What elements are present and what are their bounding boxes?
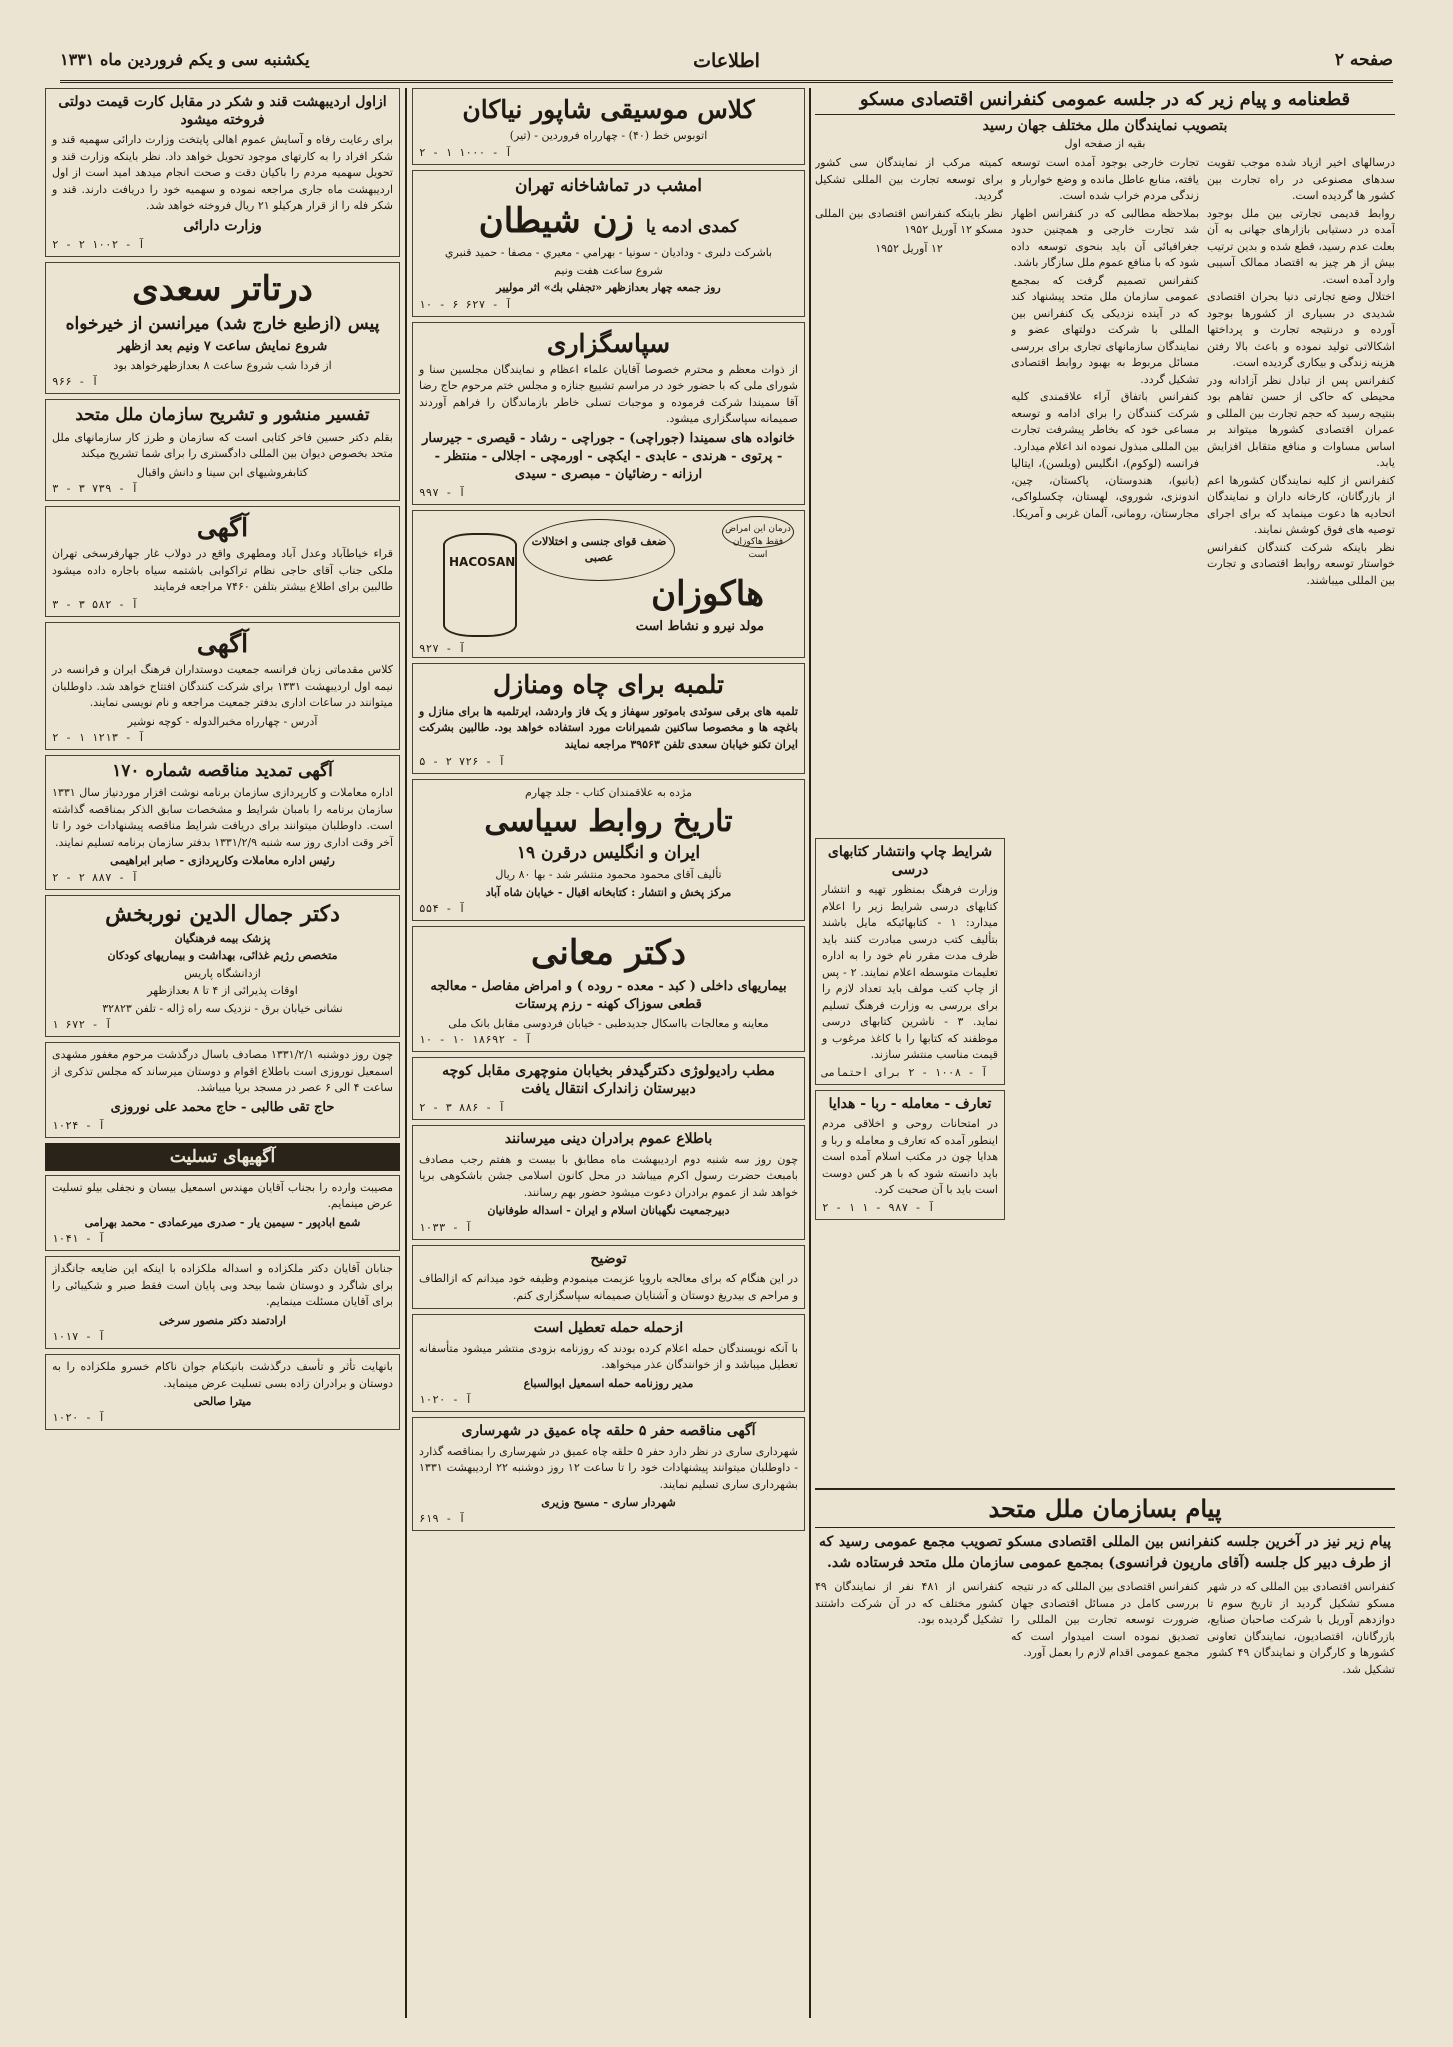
ad-title: کلاس موسیقی شاپور نیاکان bbox=[462, 95, 755, 124]
ad-text: چون روز سه شنبه دوم اردیبهشت ماه مطابق با بیست و هفتم رجب مصادف بامبعث حضرت رسول اکرم میباشد در محل کانون اسلامی جشن باشکوهی برپا خواهد شد از عموم برادران دعوت میشود حضور بهم رسانند. bbox=[419, 1152, 798, 1199]
saadi-theatre-ad bbox=[45, 262, 400, 394]
ad-text: اداره معاملات و کارپردازی سازمان برنامه نوشت افزار موردنیاز سال ۱۳۳۱ سازمان برنامه را بامبان شرایط و مشخصات سابق الذکر بمناقصه گذاشته است. داوطلبان میتوانند برای دریافت شرایط مناقصه پیشنهادات خود را تا آخر وقت اداری روز سه شنبه ۱۳۳۱/۲/۹ بدفتر سازمان برنامه تسلیم نمایند. bbox=[52, 786, 393, 849]
left-column bbox=[45, 88, 400, 2018]
print-conditions bbox=[815, 838, 1005, 1085]
ad-title: مطب رادیولوژی دکترگیدفر بخیابان منوچهری مقابل کوچه دبیرستان زاندارک انتقال یافت bbox=[442, 1063, 775, 1097]
ad-title: درتاتر سعدی bbox=[132, 269, 313, 310]
lead-paragraph: فرانسه (لوکوم)، انگلیس (ویلسن)، ایتالیا (بانیو)، هندوستان، پاکستان، چین، اندونزی، شوروی، لهستان، چکسلواکی، مجارستان، رومانی، آلمان غربی و آمریکا. bbox=[1011, 457, 1199, 520]
ad-addr: معاینه و معالجات بااسکال جدیدطبی - خیابان فردوسی مقابل بانک ملی bbox=[448, 1016, 769, 1030]
ad-title: آگهی bbox=[196, 628, 249, 658]
ad-text: کلاس مقدماتی زبان فرانسه جمعیت دوستداران فرهنگ ایران و فرانسه در نیمه اول اردیبهشت ۱۳۳۱ برای شرکت کنندگان افتتاح خواهد شد. داوطلبان میتوانند در ساعات اداری بدفتر جمعیت مراجعه و نام نویسی نمایند. bbox=[52, 663, 393, 710]
notice-ad bbox=[45, 622, 400, 750]
ad-line: اتوبوس خط (۴۰) - چهارراه فروردین - (تیر) bbox=[509, 129, 708, 143]
ad-cast: باشرکت دلبری - وداديان - سونيا - بهرامي - معيري - مصفا - حميد قنبري bbox=[444, 246, 773, 260]
tin-label: HACOSAN bbox=[449, 555, 516, 570]
ad-code: آ - ۱۰۰۲ ۲ - ۲ bbox=[52, 238, 145, 252]
ad-code: آ - ۱۲۱۳ ۱ - ۲ bbox=[52, 730, 145, 744]
ad-code: آ - ۹۶۶ bbox=[52, 375, 99, 389]
lead-paragraph: کنفرانس باتفاق آراء علاقمندی کلیه شرکت کنندگان را برای ادامه و توسعه مساعی خود که بخاطر پیشرفت تجارت بین المللی مبذول نموده اند اعلام میدارد. bbox=[1011, 390, 1199, 453]
lead-paragraph: اختلال وضع تجارتی دنیا بحران اقتصادی شدیدی در بسیاری از کشورها بوجود آورده و درنتیجه تجارت و پرداختها اشکالاتی تولید نموده و باعث بالا رفتن هزینه زندگی و بیکاری گردیده است. bbox=[1207, 290, 1395, 370]
lead-continued: بقیه از صفحه اول bbox=[1064, 137, 1146, 151]
speech-bubble bbox=[523, 519, 675, 581]
ad-code: آ - ۷۳۹ ۳ - ۳ bbox=[52, 482, 139, 496]
lead-paragraph: نظر باینکه شرکت کنندگان کنفرانس خواستار توسعه روابط اقتصادی و تجارت بین المللی میباشند. bbox=[1207, 540, 1395, 587]
condolence-banner: آگهیهای تسلیت bbox=[45, 1143, 400, 1171]
ad-sign: رئیس اداره معاملات وکارپردازی - صابر ابراهیمی bbox=[110, 854, 335, 868]
un-paragraph: کنفرانس اقتصادی بین المللی که در شهر مسکو تشکیل گردید از تاریخ سوم تا دوازدهم آوریل با شرکت صاحبان صنایع، بازرگانان، اقتصادیون، نمایندگان تعاونی کشورها و کارگران و نمایندگان ۴۹ کشور تشکیل شد. bbox=[1207, 1580, 1395, 1676]
hacozan-ad bbox=[412, 510, 805, 658]
lead-paragraph: کنفرانس تصمیم گرفت که بمجمع عمومی سازمان ملل متحد پیشنهاد کند که در آینده نزدیکی یک کنفرانس بین المللی با شرکت دولتهای عضو و نمایندگان سازمانهای تجاری برای بررسی مسائل مربوط به بهبود روابط اقتصادی تشکیل گردد. bbox=[1011, 273, 1199, 386]
ad-code: آ - ۱۰۲۰ bbox=[419, 1393, 472, 1407]
book-ad bbox=[412, 779, 805, 921]
sugar-notice bbox=[45, 88, 400, 257]
ad-pre: کمدی ادمه یا bbox=[645, 216, 739, 237]
ad-spec: بیماریهای داخلی ( کبد - معده - روده ) و امراض مفاصل - معالجه قطعی سوزاک کهنه - رزم پرستات bbox=[430, 978, 787, 1012]
middle-column bbox=[412, 88, 805, 2018]
brothers-ad bbox=[412, 1125, 805, 1239]
ad-title: تعارف - معامله - ربا - هدایا bbox=[828, 1095, 992, 1112]
lead-paragraph: نظر باینکه کنفرانس اقتصادی بین المللی مسکو ۱۲ آوریل ۱۹۵۲ bbox=[815, 206, 1003, 237]
ad-title: تفسیر منشور و تشریح سازمان ملل متحد bbox=[75, 405, 370, 426]
lead-paragraph: کنفرانس از کلیه نمایندگان کشورها اعم از بازرگانان، کارخانه داران و نمایندگان اتحادیه ها دعوت مینماید که برای اجرای توصیه های فوق کوشش نمایند. bbox=[1207, 473, 1395, 537]
ad-sign: حاج تقی طالبی - حاج محمد علی نوروزی bbox=[110, 1099, 335, 1115]
ad-author: تألیف آقای محمود محمود منتشر شد - بها ۸۰ ریال bbox=[495, 868, 722, 882]
condolence-ad bbox=[45, 1354, 400, 1430]
ad-univ: ازدانشگاه پاریس bbox=[184, 966, 261, 980]
ad-code: آ - ۵۸۲ ۳ - ۳ bbox=[52, 597, 139, 611]
condolence-ad bbox=[45, 1175, 400, 1251]
tender-ad bbox=[45, 755, 400, 890]
ad-code: آ - ۵۵۴ bbox=[419, 902, 466, 916]
print-conditions-column bbox=[815, 838, 1005, 1398]
explanation-ad bbox=[412, 1245, 805, 1310]
column-rule bbox=[809, 88, 811, 2018]
ad-title: باطلاع عموم برادران دینی میرسانند bbox=[504, 1131, 713, 1148]
paper-name: اطلاعات bbox=[693, 50, 760, 72]
issue-date: یکشنبه سی و یکم فروردین ماه ۱۳۳۱ bbox=[60, 50, 310, 69]
ad-note: از فردا شب شروع ساعت ۸ بعدازظهرخواهد بود bbox=[113, 359, 332, 373]
lead-subhead: بتصویب نمایندگان ملل مختلف جهان رسید bbox=[982, 118, 1228, 135]
ad-text: از ذوات معظم و محترم خصوصا آقایان علماء اعظام و نمایندگان مجلسین سنا و شورای ملی که با حضور خود در مراسم تشییع جنازه و مجلس ختم مرحوم حاج رضا آقا سمیندا شرکت فرموده و موجبات تسلی خاطر بازماندگان را فراهم آوردند صمیمانه سپاسگزاری میشود. bbox=[419, 362, 798, 426]
ad-center: مرکز پخش و انتشار : کتابخانه اقبال - خیابان شاه آباد bbox=[485, 885, 732, 899]
ad-code: آ - ۱۰۳۳ bbox=[419, 1220, 472, 1234]
ad-title: زن شیطان bbox=[478, 200, 634, 241]
un-paragraph: کنفرانس از ۴۸۱ نفر از نمایندگان ۴۹ کشور مختلف که در آن شرکت داشتند تشکیل گردیده بود. bbox=[815, 1580, 1003, 1626]
lead-paragraph: تجارت خارجی بوجود آمده است توسعه یافته، منابع عاطل مانده و وضع خواربار و زندگی مردم خراب شده است. bbox=[1011, 156, 1199, 203]
ad-title: ازحمله حمله تعطیل است bbox=[533, 1320, 684, 1337]
ad-code: آ - ۹۲۷ bbox=[419, 642, 466, 656]
ad-code: آ - ۱۰۲۴ bbox=[52, 1118, 105, 1132]
attack-newspaper-ad bbox=[412, 1314, 805, 1412]
ad-code: آ - ۶۲۷ ۶ - ۱۰ bbox=[419, 297, 512, 311]
music-class-ad bbox=[412, 88, 805, 165]
ad-sub: پزشک بیمه فرهنگیان bbox=[174, 932, 271, 946]
ad-families: خانواده های سمیندا (جوراچی) - جوراچی - رشاد - قیصری - جیرسار - پرتوی - هرندی - عابدی - ایکچی - اورمچی - اجلالی - منتظر - ارزانه - رضائیان - مبصری - سیدی bbox=[422, 430, 795, 483]
ad-code: آ - ۱۸۶۹۲ ۱۰ - ۱۰ bbox=[419, 1033, 532, 1047]
trade-article bbox=[815, 1090, 1005, 1220]
ad-code: آ - ۸۸۷ ۲ - ۲ bbox=[52, 870, 139, 884]
theatre-ad bbox=[412, 170, 805, 317]
ad-note: شروع ساعت هفت ونیم bbox=[554, 263, 663, 277]
ad-note: کتابفروشیهای ابن سینا و دانش واقبال bbox=[136, 465, 309, 479]
ad-text: در امتحانات روحی و اخلاقی مردم اینطور آمده که تعارف و معامله و ربا و هدایا چون در مکتب اسلام آمده است باید دانسته شود که با هر کس دوست است باید با آن صحبت کرد. bbox=[822, 1117, 998, 1196]
ad-title: آگهی bbox=[196, 513, 249, 543]
ad-sign: شمع ابادپور - سیمین یار - صدری میرعمادی - محمد بهرامی bbox=[84, 1215, 361, 1229]
un-message-article bbox=[815, 1488, 1395, 1679]
ad-text: بقلم دکتر حسین فاخر کتابی است که سازمان و طرز کار سازمانهای ملل متحد بخصوص دیوان بین المللی دادگستری را برای شما تشریح میکند bbox=[52, 430, 393, 461]
brand-slogan: مولد نیرو و نشاط است bbox=[635, 619, 764, 635]
ad-title: دکتر معانی bbox=[531, 933, 686, 974]
ad-code: آ - ۹۹۷ bbox=[419, 486, 466, 500]
un-message-title: پیام بسازمان ملل متحد bbox=[815, 1488, 1395, 1528]
nourbakhsh-ad bbox=[45, 895, 400, 1037]
ad-time: شروع نمایش ساعت ۷ ونیم بعد ازظهر bbox=[117, 338, 328, 354]
lead-paragraph: درسالهای اخیر ازیاد شده موجب تقویت سدهای مصنوعی در راه تجارت بین کشور ها گردیده است. bbox=[1207, 156, 1395, 203]
ad-sign: ارادتمند دکتر منصور سرخی bbox=[159, 1313, 286, 1327]
ad-text: در این هنگام که برای معالجه باروپا عزیمت مینمودم وظیفه خود میدانم که ازالطاف و مراحم ی بیدریغ دوستان و آشنایان صمیمانه سپاسگزاری کنم. bbox=[419, 1272, 798, 1302]
ad-title: ازاول اردیبهشت قند و شکر در مقابل کارت قیمت دولتی فروخته میشود bbox=[58, 94, 387, 128]
ad-text: جنابان آقایان دکتر ملکزاده و اسداله ملکزاده با اینکه این ضایعه جانگداز برای شاگرد و دوستان شما بیحد وبی پایان است فقط صبر و شکیبائی را برای آقایان مسئلت مینمایم. bbox=[52, 1262, 393, 1309]
ad-code: آ - ۱۰۲۰ bbox=[52, 1411, 105, 1425]
brand-name: هاکوزان bbox=[651, 574, 764, 615]
lead-signature: ۱۲ آوریل ۱۹۵۲ bbox=[875, 241, 943, 255]
ad-text: چون روز دوشنبه ۱۳۳۱/۲/۱ مصادف باسال درگذشت مرحوم مغفور مشهدی اسمعیل نوروزی است باطلاع اقوام و دوستان میرساند که مجلس تذکری از ساعت ۴ الی ۶ عصر در مسجد برپا میباشد. bbox=[52, 1048, 394, 1095]
lead-paragraph: روابط قدیمی تجارتی بین ملل بوجود آمده در دستیابی بازارهای جهانی به آن بعلت عدم رسید، قطع شده و بدین ترتیب بیش از هر چیز به اقتصاد ممالک آسیبی وارد آمده است. bbox=[1207, 206, 1395, 286]
lead-paragraph: بملاحظه مطالبی که در کنفرانس اظهار شد تجارت خارجی و همچنین حدود جغرافیائی آن باید بنحوی توسعه داده شود که با منافع عموم ملل سازگار باشد. bbox=[1011, 206, 1199, 270]
ad-title: شرایط چاپ وانتشار کتابهای درسی bbox=[827, 844, 993, 878]
tin-can-icon bbox=[443, 533, 517, 637]
ad-code: آ - ۹۸۷ - ۱ ۱ - ۲ bbox=[822, 1200, 935, 1214]
ad-title: آگهی مناقصه حفر ۵ حلقه چاه عمیق در شهرساری bbox=[461, 1423, 756, 1440]
ad-text: مصیبت وارده را بجناب آقایان مهندس اسمعیل بیسان و نجفلی بیلو تسلیت عرض مینمایم. bbox=[52, 1180, 393, 1211]
ad-code: آ - ۱۰۱۷ bbox=[52, 1330, 105, 1344]
page-number: صفحه ۲ bbox=[1334, 50, 1393, 70]
lead-paragraph: کنفرانس پس از تبادل نظر آزادانه ودر محیطی که حاکی از حسن تفاهم بود بنتیجه رسید که حجم تجارت بین المللی و عمران اقتصادی کشورها میتواند بر اساس مساوات و منافع متقابل افزایش یابد. bbox=[1207, 373, 1395, 470]
ad-text: با آنکه نویسندگان حمله اعلام کرده بودند که روزنامه بزودی منتشر میشود متأسفانه تعطیل میباشد و از خوانندگان عذر میخواهد. bbox=[419, 1341, 798, 1372]
ad-sign: دبیرجمعیت نگهبانان اسلام و ایران - اسداله طوفانیان bbox=[487, 1204, 730, 1218]
ad-sub: ایران و انگلیس درقرن ۱۹ bbox=[516, 843, 701, 864]
ad-code: آ - ۷۲۶ ۲ - ۵ bbox=[419, 755, 506, 769]
ad-text: قراء خیاطآباد وعدل آباد ومطهری واقع در دولاب غار جهارفرسخی تهران ملکی جناب آقای حاجی نظام تراکوابی باشتمه سیاه باجاره داده میشود طالبین برای اطلاع بیشتر بتلفن ۷۴۶۰ مراجعه فرمایند bbox=[52, 547, 393, 594]
ad-hours: اوقات پذیرائی از ۴ تا ۸ بعدازظهر bbox=[147, 984, 298, 998]
ad-text: شهرداری ساری در نظر دارد حفر ۵ حلقه چاه عمیق در شهرساری را بمناقصه گذارد - داوطلبان میتوانند پیشنهادات خود را تا ساعت ۱۲ روز دوشنبه ۲۲ اردیبهشت ۱۳۳۱ بشهرداری ساری تسلیم نمایند. bbox=[419, 1444, 798, 1491]
ad-sign: میترا صالحی bbox=[193, 1395, 252, 1409]
ad-title: دکتر جمال الدین نوربخش bbox=[105, 900, 340, 927]
ad-code: آ - ۱۰۴۱ bbox=[52, 1232, 105, 1246]
masthead bbox=[60, 44, 1393, 83]
seal bbox=[722, 516, 794, 560]
ad-sign: مدیر روزنامه حمله اسمعیل ابوالسباع bbox=[523, 1376, 694, 1390]
ad-code: آ - ۶۱۹ bbox=[419, 1512, 466, 1526]
ad-tag: مژده به علاقمندان کتاب - جلد چهارم bbox=[524, 786, 693, 800]
ad-text: تلمبه های برقی سوئدی باموتور سهفاز و یک فاز واردشد، ایرتلمبه ها برای منازل و باغچه ها و مخصوصا ساکنین شمیرانات مورد استفاده خواهد بود. طالبین بشرکت ایران تکنو خیابان سعدی تلفن ۳۹۵۶۳ مراجعه نمایند bbox=[419, 704, 798, 751]
ad-addr: نشانی خیابان برق - نزدیک سه راه ژاله - تلفن ۳۲۸۲۳ bbox=[102, 1001, 343, 1015]
doctor-ad bbox=[412, 926, 805, 1052]
ad-title: توضیح bbox=[590, 1250, 627, 1267]
ad-code: آ - ۱۰۰۰ ۱ - ۲ bbox=[419, 145, 512, 159]
notice-ad bbox=[45, 506, 400, 617]
well-tender-ad bbox=[412, 1417, 805, 1531]
ad-code: آ - ۸۸۶ ۳ - ۲ bbox=[419, 1101, 506, 1115]
pumps-ad bbox=[412, 663, 805, 774]
bubble-text: ضعف قوای جنسی و اختلالات عصبی bbox=[531, 535, 667, 564]
column-rule bbox=[405, 88, 407, 2018]
ad-tag: امشب در تماشاخانه تهران bbox=[514, 175, 703, 196]
ad-code: آ - ۱۰۰۸ - ۲ برای احتمامی bbox=[822, 1065, 988, 1079]
memorial-ad bbox=[45, 1042, 400, 1138]
un-paragraph: کنفرانس اقتصادی بین المللی که در نتیجه بررسی کامل در مسائل اقتصادی جهان ضرورت توسعه تجارت بین المللی را تصدیق نموده است امیدوار است که مجمع عمومی اقدام لازم را بعمل آورد. bbox=[1011, 1580, 1199, 1659]
un-message-intro: پیام زیر نیز در آخرین جلسه کنفرانس بین المللی اقتصادی مسکو تصویب مجمع عمومی رسید که از طرف دبیر کل جلسه (آقای ماریون فرانسوی) بمجمع عمومی سازمان ملل متحد فرستاده شد. bbox=[819, 1534, 1391, 1571]
ad-title: سپاسگزاری bbox=[546, 328, 671, 358]
ad-text: بانهایت تأثر و تأسف درگذشت بانیکنام جوان ناکام خسرو ملکزاده را به دوستان و برادران زاده بسی تسلیت عرض مینماید. bbox=[52, 1360, 393, 1390]
ad-sign: وزارت دارائی bbox=[183, 217, 262, 234]
ad-sunday: روز جمعه چهار بعدازظهر «تجفلي بك» اثر موليير bbox=[496, 281, 721, 295]
ad-title: تلمبه برای چاه ومنازل bbox=[492, 670, 725, 700]
lead-headline: قطعنامه و پیام زیر که در جلسه عمومی کنفرانس اقتصادی مسکو bbox=[815, 88, 1395, 115]
ad-spec: متخصص رژیم غذائی، بهداشت و بیماریهای کودکان bbox=[107, 949, 338, 963]
ad-title: تاریخ روابط سیاسی bbox=[484, 803, 733, 839]
ad-code: آ - ۶۷۲ ۱ bbox=[52, 1018, 112, 1032]
thanks-ad bbox=[412, 322, 805, 506]
ad-addr: آدرس - چهارراه مخبرالدوله - کوچه نوشیر bbox=[127, 714, 318, 728]
ad-title: آگهی تمدید مناقصه شماره ۱۷۰ bbox=[112, 760, 333, 781]
seal-text: درمان این امراض فقط هاکوزان است bbox=[725, 524, 791, 560]
radiology-ad bbox=[412, 1057, 805, 1120]
ad-text: وزارت فرهنگ بمنظور تهیه و انتشار کتابهای درسی شرایط زیر را اعلام میدارد: ۱ - کتابهائیکه مایل باشند بتألیف کتب درسی مبادرت کنند باید ظرف مدت مقرر نام خود را به اداره تعلیمات متوسطه اعلام نمایند. ۲ - پس از چاپ کتب مولف باید تعداد لازم را برای بررسی به وزارت فرهنگ تسلیم نماید. ۳ - ناشرین کتابهای درسی موظفند که کتابها را با کاغذ مرغوب و قیمت مناسب منتشر سازند. bbox=[822, 883, 998, 1061]
lead-paragraph: کمیته مرکب از نمایندگان سی کشور برای توسعه تجارت بین المللی تشکیل گردید. bbox=[815, 156, 1003, 203]
un-book-ad bbox=[45, 399, 400, 501]
ad-play: پیس (ازطبع خارج شد) میرانسن از خیرخواه bbox=[65, 313, 380, 334]
ad-text: برای رعایت رفاه و آسایش عموم اهالی پایتخت وزارت دارائی سهمیه قند و شکر افراد را به کارتهای موجود تحویل خواهد داد. نظر باینکه وزارت قند و تحویل سهمیه مردم را باکیان دقت و صحت انجام میدهد امید است از اول اردیبهشت ماه جاری مراجعه نموده و سهمیه خود را دریافت دارند. قند و شکر فله را از قرار هرکیلو ۲۱ ریال فروخته خواهد شد. bbox=[52, 133, 393, 212]
ad-sign: شهردار ساری - مسیح وزیری bbox=[541, 1496, 676, 1510]
condolence-ad bbox=[45, 1256, 400, 1349]
lead-article bbox=[815, 88, 1395, 590]
